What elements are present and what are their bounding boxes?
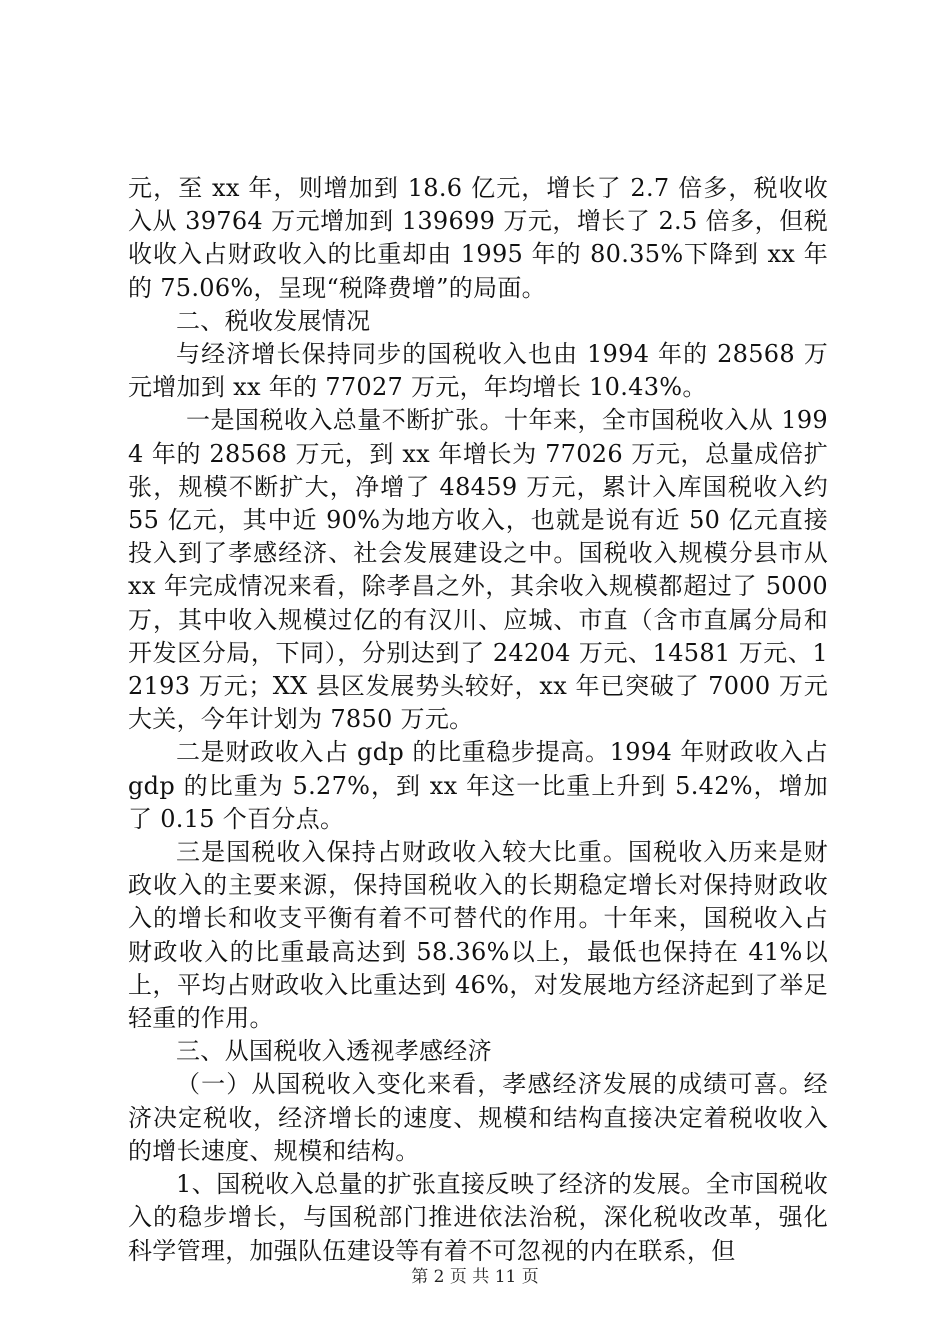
paragraph-subsection-one: （一）从国税收入变化来看，孝感经济发展的成绩可喜。经济决定税收，经济增长的速度、规模和结构直接决定着税收收入的增长速度、规模和结构。 [128,1070,828,1165]
paragraph-national-tax-growth: 与经济增长保持同步的国税收入也由 1994 年的 28568 万元增加到 xx 年的 77027 万元，年均增长 10.43%。 [128,340,828,402]
section-heading-economy-perspective: 三、从国税收入透视孝感经济 [176,1037,492,1066]
paragraph-item-one: 1、国税收入总量的扩张直接反映了经济的发展。全市国税收入的稳步增长，与国税部门推进依法治税，深化税收改革，强化科学管理，加强队伍建设等有着不可忽视的内在联系，但 [128,1170,828,1265]
page-number-footer: 第 2 页 共 11 页 [411,1267,539,1287]
paragraph-point-one: 一是国税收入总量不断扩张。十年来，全市国税收入从 1994 年的 28568 万元，到 xx 年增长为 77026 万元，总量成倍扩张，规模不断扩大，净增了 48459 万元，累计入库国税收入约 55 亿元，其中近 90%为地方收入，也就是说有近 50 亿元直接投入到了孝感经济、社会发展建设之中。国税收入规模分县市从 xx 年完成情况来看，除孝昌之外，其余收入规模都超过了 5000 万，其中收入规模过亿的有汉川、应城、市直（含市直属分局和开发区分局，下同），分别达到了 24204 万元、14581 万元、12193 万元；XX 县区发展势头较好，xx 年已突破了 7000 万元大关，今年计划为 7850 万元。 [128,406,828,734]
section-heading-tax-development: 二、税收发展情况 [176,306,371,335]
paragraph-point-three: 三是国税收入保持占财政收入较大比重。国税收入历来是财政收入的主要来源，保持国税收入的长期稳定增长对保持财政收入的增长和收支平衡有着不可替代的作用。十年来，国税收入占财政收入的比重最高达到 58.36%以上，最低也保持在 41%以上，平均占财政收入比重达到 46%，对发展地方经济起到了举足轻重的作用。 [128,838,828,1033]
paragraph-continuation: 元，至 xx 年，则增加到 18.6 亿元，增长了 2.7 倍多，税收收入从 39764 万元增加到 139699 万元，增长了 2.5 倍多，但税收收入占财政收入的比重却由 1995 年的 80.35%下降到 xx 年的 75.06%，呈现“税降费增”的局面。 [128,174,828,302]
document-body [128,172,828,1268]
paragraph-point-two: 二是财政收入占 gdp 的比重稳步提高。1994 年财政收入占 gdp 的比重为 5.27%，到 xx 年这一比重上升到 5.42%，增加了 0.15 个百分点。 [128,738,828,833]
